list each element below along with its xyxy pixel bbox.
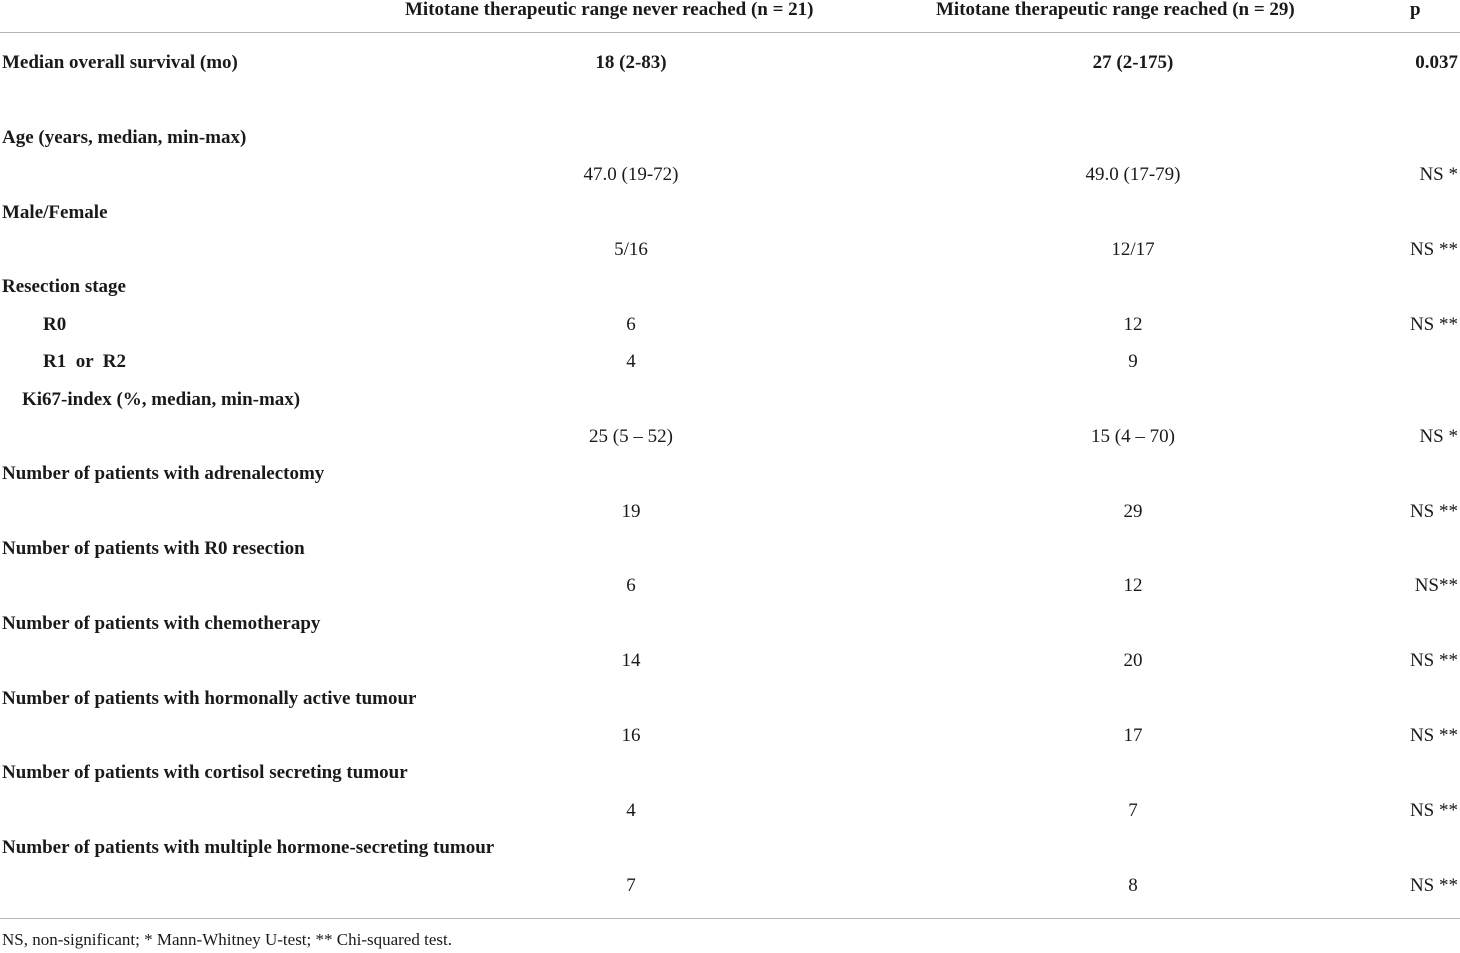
table-row-adrenalectomy-values [0,493,1460,530]
row-p-value: NS ** [1409,799,1458,821]
table-body [0,44,1460,904]
row-label: Median overall survival (mo) [2,52,238,73]
row-p-value: NS ** [1409,313,1458,335]
row-value-never-reached: 4 [626,799,636,821]
row-label: Number of patients with multiple hormone-secreting tumour [2,837,495,859]
row-label: Age (years, median, min-max) [2,126,247,148]
row-value-never-reached: 25 (5 – 52) [589,425,673,447]
row-value-never-reached: 14 [621,650,641,672]
row-value-never-reached: 6 [626,313,636,335]
table-row-ki67 [0,381,1460,418]
table-row-resection-stage [0,268,1460,305]
table-row-hormonally-active-values [0,717,1460,754]
row-value-never-reached: 18 (2-83) [595,52,667,73]
table-row-r0-resection [0,530,1460,567]
row-label: R0 [43,313,67,335]
row-p-value: NS ** [1409,874,1458,896]
row-value-reached: 17 [1123,725,1143,747]
row-p-value: NS * [1419,425,1458,447]
row-p-value: NS ** [1409,500,1458,522]
row-value-never-reached: 19 [621,500,641,522]
header-col-never-reached: Mitotane therapeutic range never reached (n = 21) [405,0,814,20]
table-row-age [0,119,1460,156]
header-col-reached: Mitotane therapeutic range reached (n = 29) [936,0,1295,20]
row-p-value: NS ** [1409,650,1458,672]
table-row-ki67-values [0,418,1460,455]
row-value-reached: 7 [1128,799,1138,821]
row-label: Number of patients with adrenalectomy [2,463,325,485]
row-value-reached: 29 [1123,500,1143,522]
table-row-median-os [0,44,1460,81]
row-p-value: NS ** [1409,725,1458,747]
row-value-reached: 8 [1128,874,1138,896]
row-value-never-reached: 6 [626,575,636,597]
table-row-hormonally-active [0,680,1460,717]
row-p-value: NS ** [1409,238,1458,260]
row-label: Number of patients with R0 resection [2,538,305,560]
row-p-value: 0.037 [1415,52,1458,73]
row-value-reached: 49.0 (17-79) [1085,164,1181,186]
row-value-reached: 12 [1123,575,1143,597]
table-row-r0-resection-values [0,567,1460,604]
row-value-never-reached: 4 [626,351,636,373]
row-value-reached: 9 [1128,351,1138,373]
row-value-never-reached: 16 [621,725,641,747]
header-col-p: p [1410,0,1421,20]
row-value-never-reached: 7 [626,874,636,896]
row-label: Number of patients with cortisol secreting tumour [2,762,408,784]
row-p-value: NS** [1414,575,1458,597]
row-value-reached: 20 [1123,650,1143,672]
row-label: R1 or R2 [43,351,127,373]
table-header [0,0,1460,32]
row-spacer [0,81,1460,118]
table-row-sex-values [0,231,1460,268]
table-row-multiple-hormone-values [0,867,1460,904]
row-p-value: NS * [1419,164,1458,186]
row-value-reached: 27 (2-175) [1092,52,1174,73]
row-value-reached: 12/17 [1111,238,1155,260]
row-label: Number of patients with chemotherapy [2,612,321,634]
table-row-cortisol-secreting-values [0,792,1460,829]
row-value-reached: 15 (4 – 70) [1091,425,1175,447]
row-value-never-reached: 5/16 [614,238,648,260]
row-label: Ki67-index (%, median, min-max) [22,388,301,410]
row-label: Resection stage [2,276,126,298]
table-row-age-values [0,156,1460,193]
table-row-sex [0,194,1460,231]
table-row-adrenalectomy [0,455,1460,492]
table-row-r1-r2 [0,343,1460,380]
footer-rule [0,918,1460,919]
table-row-multiple-hormone [0,829,1460,866]
row-label: Number of patients with hormonally active tumour [2,687,417,709]
table-row-chemotherapy [0,605,1460,642]
row-label: Male/Female [2,201,108,223]
table-row-r0 [0,306,1460,343]
row-value-never-reached: 47.0 (19-72) [583,164,679,186]
row-value-reached: 12 [1123,313,1143,335]
table-footnote: NS, non-significant; * Mann-Whitney U-test; ** Chi-squared test. [2,930,452,949]
table-row-cortisol-secreting [0,754,1460,791]
table-row-chemotherapy-values [0,642,1460,679]
header-rule [0,32,1460,33]
